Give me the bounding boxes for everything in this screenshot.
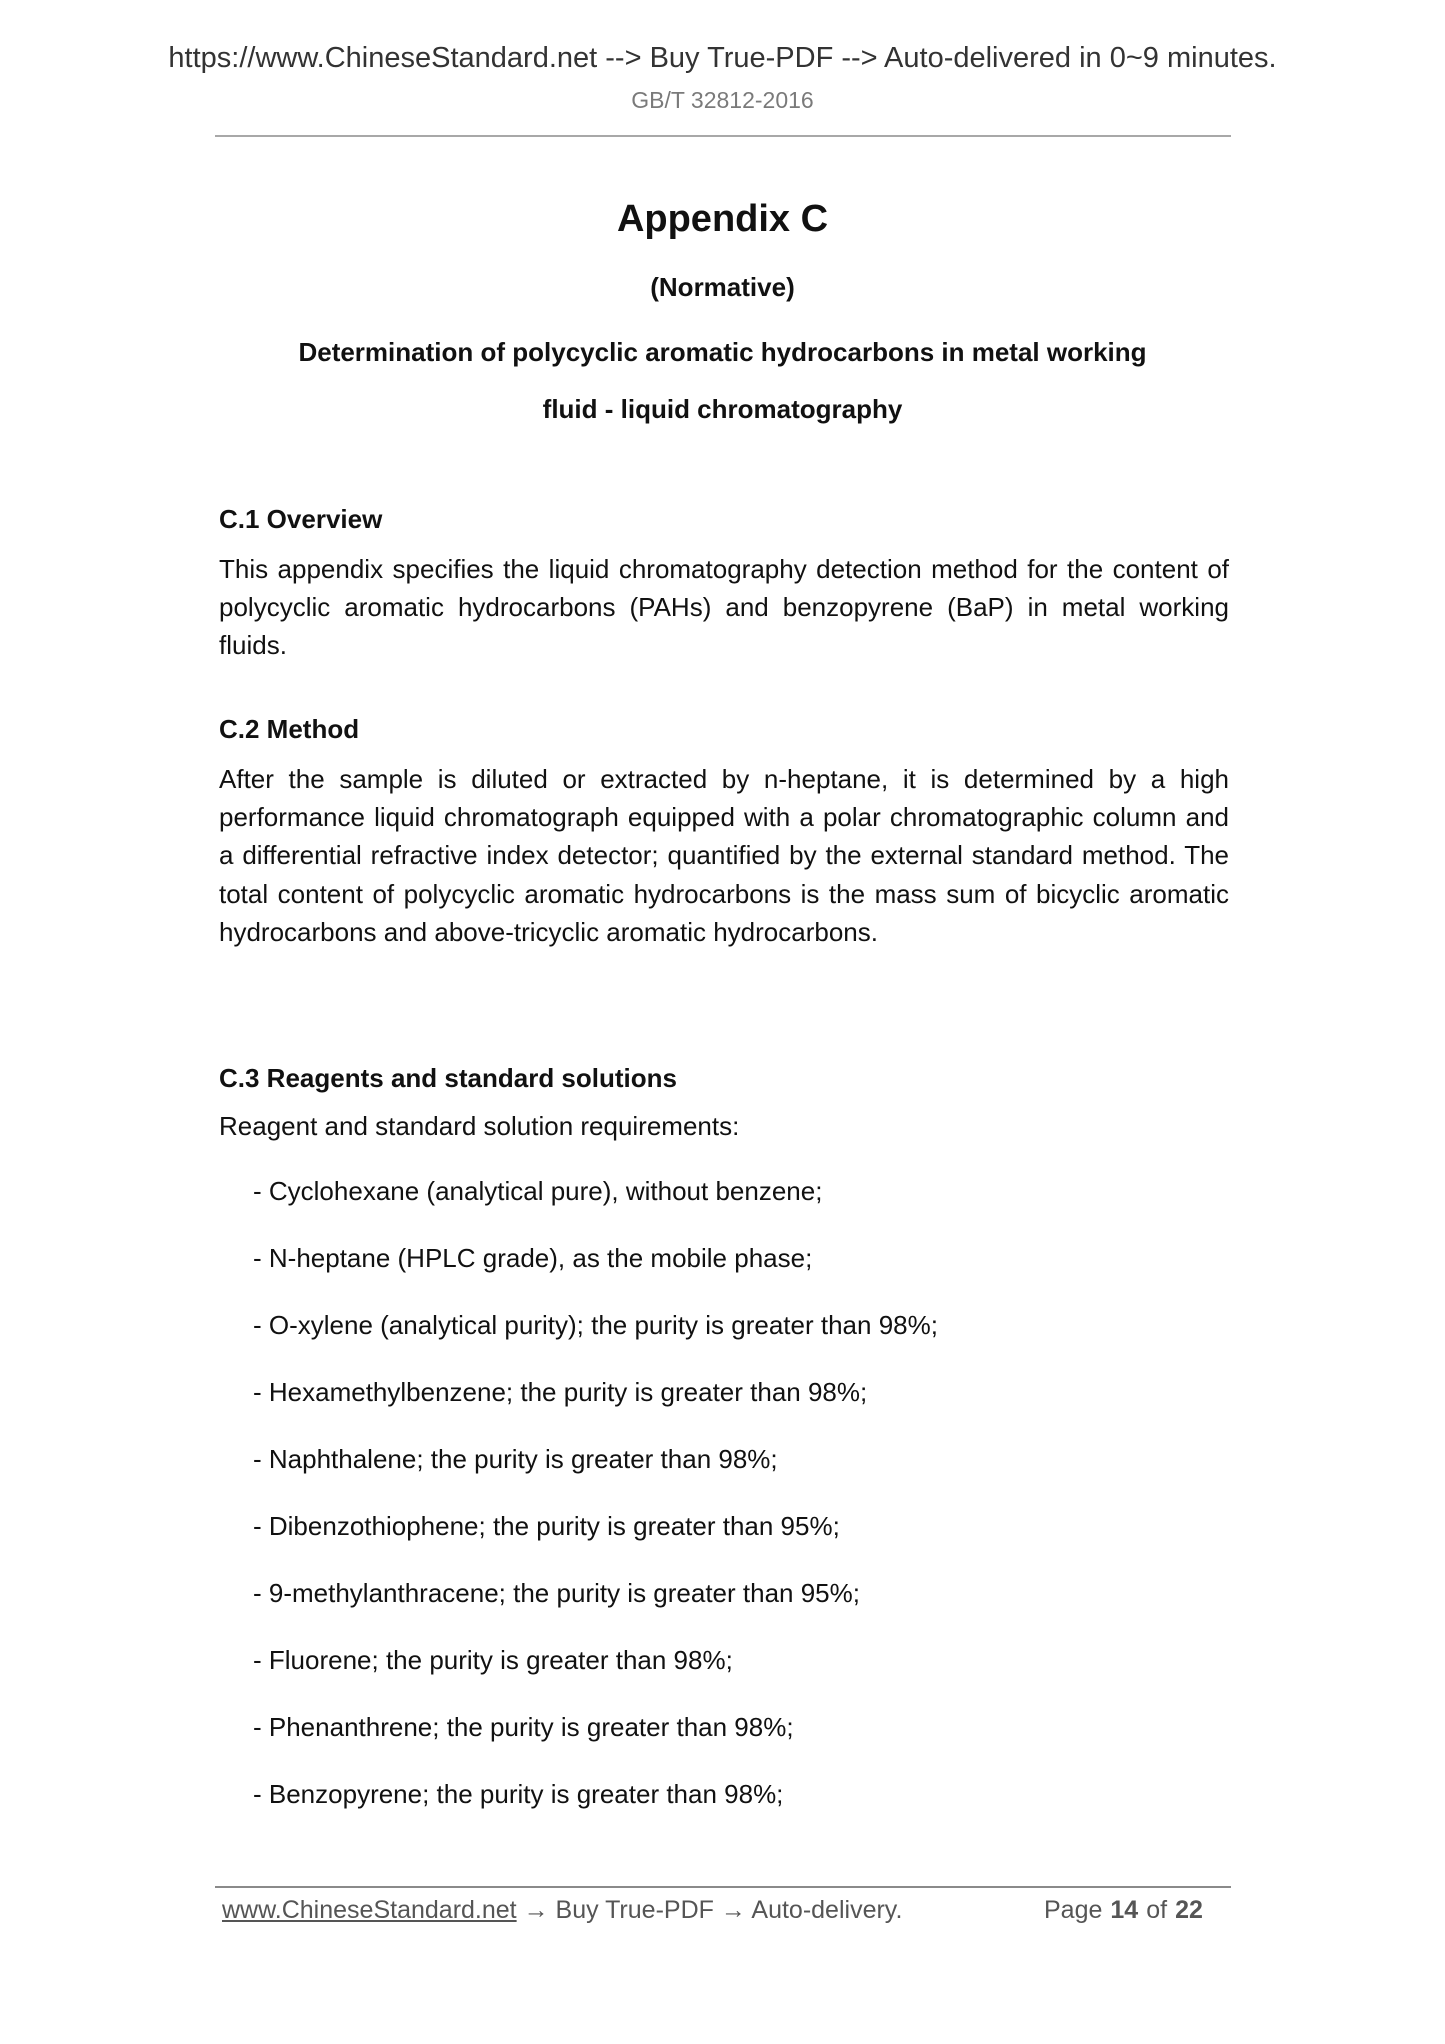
section-c3-intro: Reagent and standard solution requirements:	[219, 1111, 740, 1141]
footer-promo	[222, 1895, 902, 1925]
footer-site-link[interactable]: www.ChineseStandard.net	[222, 1896, 517, 1924]
appendix-type: (Normative)	[650, 272, 795, 302]
reagent-list-item: - Benzopyrene; the purity is greater than 98%;	[253, 1779, 784, 1809]
reagent-list-item: - Cyclohexane (analytical pure), without benzene;	[253, 1176, 823, 1206]
of-label: of	[1146, 1896, 1168, 1924]
appendix-subtitle	[0, 324, 1445, 438]
section-heading-c1: C.1 Overview	[219, 504, 383, 534]
reagent-list-item: - N-heptane (HPLC grade), as the mobile phase;	[253, 1243, 813, 1273]
section-heading-c3: C.3 Reagents and standard solutions	[219, 1063, 677, 1093]
reagent-list-item: - Dibenzothiophene; the purity is greater than 95%;	[253, 1511, 840, 1541]
page-label: Page	[1044, 1896, 1103, 1924]
section-heading-c2: C.2 Method	[219, 714, 360, 744]
document-code: GB/T 32812-2016	[631, 87, 814, 113]
total-pages: 22	[1175, 1896, 1203, 1924]
page-indicator	[1044, 1895, 1203, 1925]
reagent-list-item: - Naphthalene; the purity is greater than 98%;	[253, 1444, 778, 1474]
reagent-list-item: - Fluorene; the purity is greater than 98%;	[253, 1645, 733, 1675]
reagent-list-item: - O-xylene (analytical purity); the purity is greater than 98%;	[253, 1310, 938, 1340]
appendix-subtitle-line-1: Determination of polycyclic aromatic hydrocarbons in metal working	[298, 337, 1147, 367]
top-banner: https://www.ChineseStandard.net --> Buy True-PDF --> Auto-delivered in 0~9 minutes.	[168, 42, 1277, 74]
current-page-number: 14	[1110, 1896, 1139, 1924]
footer-tagline: → Buy True-PDF → Auto-delivery.	[516, 1896, 903, 1924]
section-c1-paragraph: This appendix specifies the liquid chromatography detection method for the content of polycyclic aromatic hydrocarbons (PAHs) and benzopyrene (BaP) in metal working fluids.	[219, 554, 1229, 661]
section-c2-paragraph: After the sample is diluted or extracted by n-heptane, it is determined by a high performance liquid chromatograph equipped with a polar chromatographic column and a differential refractive index detector; quantified by the external standard method. The total content of polycyclic aromatic hydrocarbons is the mass sum of bicyclic aromatic hydrocarbons and above-tricyclic aromatic hydrocarbons.	[219, 764, 1229, 947]
appendix-title: Appendix C	[616, 198, 829, 240]
footer-divider	[215, 1886, 1231, 1888]
appendix-subtitle-line-2: fluid - liquid chromatography	[542, 394, 903, 424]
header-divider	[215, 135, 1231, 137]
reagent-list-item: - Hexamethylbenzene; the purity is greater than 98%;	[253, 1377, 868, 1407]
reagent-list-item: - Phenanthrene; the purity is greater than 98%;	[253, 1712, 794, 1742]
reagent-list-item: - 9-methylanthracene; the purity is greater than 95%;	[253, 1578, 860, 1608]
